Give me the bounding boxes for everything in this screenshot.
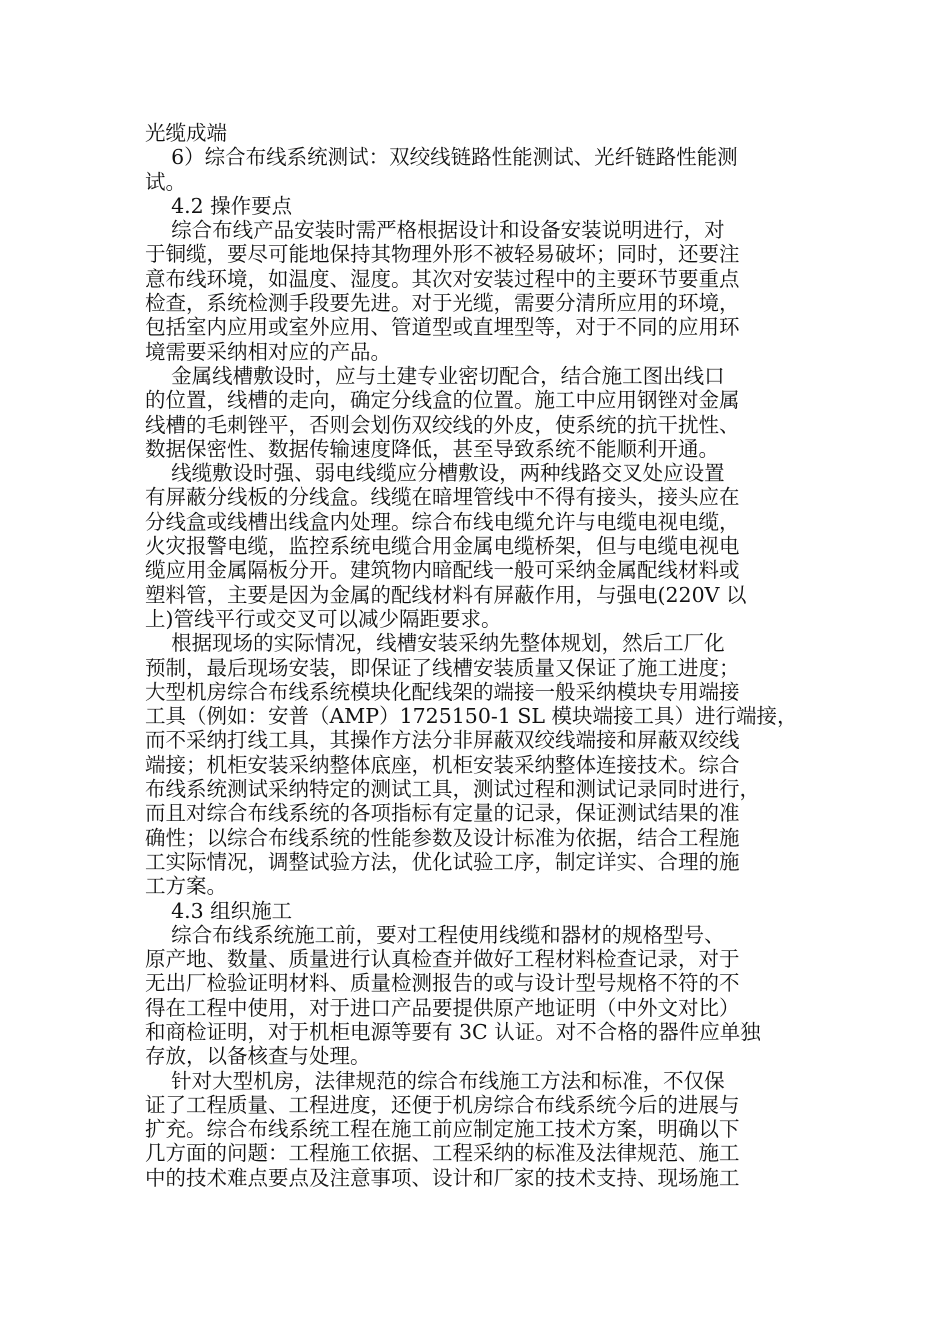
text-line: 扩充。综合布线系统工程在施工前应制定施工技术方案，明确以下 [145,1117,740,1142]
text-line: 意布线环境，如温度、湿度。其次对安装过程中的主要环节要重点 [145,266,740,291]
text-line: 缆应用金属隔板分开。建筑物内暗配线一般可采纳金属配线材料或 [145,558,740,583]
text-line: 综合布线产品安装时需严格根据设计和设备安装说明进行，对 [145,218,725,243]
text-line: 得在工程中使用，对于进口产品要提供原产地证明（中外文对比） [145,995,740,1020]
text-line: 分线盒或线槽出线盒内处理。综合布线电缆允许与电缆电视电缆， [145,509,740,534]
text-line: 原产地、数量、质量进行认真检查并做好工程材料检查记录，对于 [145,947,740,972]
text-line: 和商检证明，对于机柜电源等要有 3C 认证。对不合格的器件应单独 [145,1019,761,1044]
text-line: 端接；机柜安装采纳整体底座，机柜安装采纳整体连接技术。综合 [145,752,740,777]
text-line: 光缆成端 [145,121,227,145]
text-line: 工方案。 [145,874,227,899]
text-line: 证了工程质量、工程进度，还便于机房综合布线系统今后的进展与 [145,1092,740,1117]
text-line: 的位置，线槽的走向，确定分线盒的位置。施工中应用钢锉对金属 [145,388,740,413]
text-line: 工实际情况，调整试验方法，优化试验工序，制定详实、合理的施 [145,849,740,874]
text-line: 检查，系统检测手段要先进。对于光缆，需要分清所应用的环境， [145,291,740,316]
text-line: 而且对综合布线系统的各项指标有定量的记录，保证测试结果的准 [145,801,740,826]
text-line: 有屏蔽分线板的分线盒。线缆在暗埋管线中不得有接头，接头应在 [145,485,740,510]
text-line: 包括室内应用或室外应用、管道型或直埋型等，对于不同的应用环 [145,315,740,340]
text-line: 确性；以综合布线系统的性能参数及设计标准为依据，结合工程施 [145,825,740,850]
text-line: 线缆敷设时强、弱电线缆应分槽敷设，两种线路交叉处应设置 [145,461,725,486]
text-line: 于铜缆，要尽可能地保持其物理外形不被轻易破坏；同时，还要注 [145,242,740,267]
text-line: 数据保密性、数据传输速度降低，甚至导致系统不能顺利开通。 [145,436,719,461]
document-body [145,121,805,1190]
text-line: 4.3 组织施工 [145,898,293,923]
text-line: 中的技术难点要点及注意事项、设计和厂家的技术支持、现场施工 [145,1165,740,1190]
text-line: 境需要采纳相对应的产品。 [145,339,391,364]
text-line: 塑料管，主要是因为金属的配线材料有屏蔽作用，与强电(220V 以 [145,582,747,607]
text-line: 根据现场的实际情况，线槽安装采纳先整体规划，然后工厂化 [145,631,725,656]
text-line: 综合布线系统施工前，要对工程使用线缆和器材的规格型号、 [145,922,725,947]
text-line: 工具（例如：安普（AMP）1725150-1 SL 模块端接工具）进行端接， [145,704,798,729]
text-line: 无出厂检验证明材料、质量检测报告的或与设计型号规格不符的不 [145,971,740,996]
text-line: 上)管线平行或交叉可以减少隔距要求。 [145,606,502,631]
text-line: 预制，最后现场安装，即保证了线槽安装质量又保证了施工进度； [145,655,740,680]
text-line: 试。 [145,169,186,194]
text-line: 6）综合布线系统测试：双绞线链路性能测试、光纤链路性能测 [145,145,738,170]
text-line: 几方面的问题：工程施工依据、工程采纳的标准及法律规范、施工 [145,1141,740,1166]
text-line: 金属线槽敷设时，应与土建专业密切配合，结合施工图出线口 [145,363,725,388]
text-line: 针对大型机房，法律规范的综合布线施工方法和标准，不仅保 [145,1068,725,1093]
text-line: 火灾报警电缆，监控系统电缆合用金属电缆桥架，但与电缆电视电 [145,534,740,559]
text-line: 布线系统测试采纳特定的测试工具，测试过程和测试记录同时进行， [145,777,760,802]
text-line: 线槽的毛刺锉平，否则会划伤双绞线的外皮，使系统的抗干扰性、 [145,412,740,437]
text-line: 4.2 操作要点 [145,193,293,218]
text-line: 而不采纳打线工具，其操作方法分非屏蔽双绞线端接和屏蔽双绞线 [145,728,740,753]
text-line: 大型机房综合布线系统模块化配线架的端接一般采纳模块专用端接 [145,679,740,704]
text-line: 存放，以备核查与处理。 [145,1044,371,1069]
